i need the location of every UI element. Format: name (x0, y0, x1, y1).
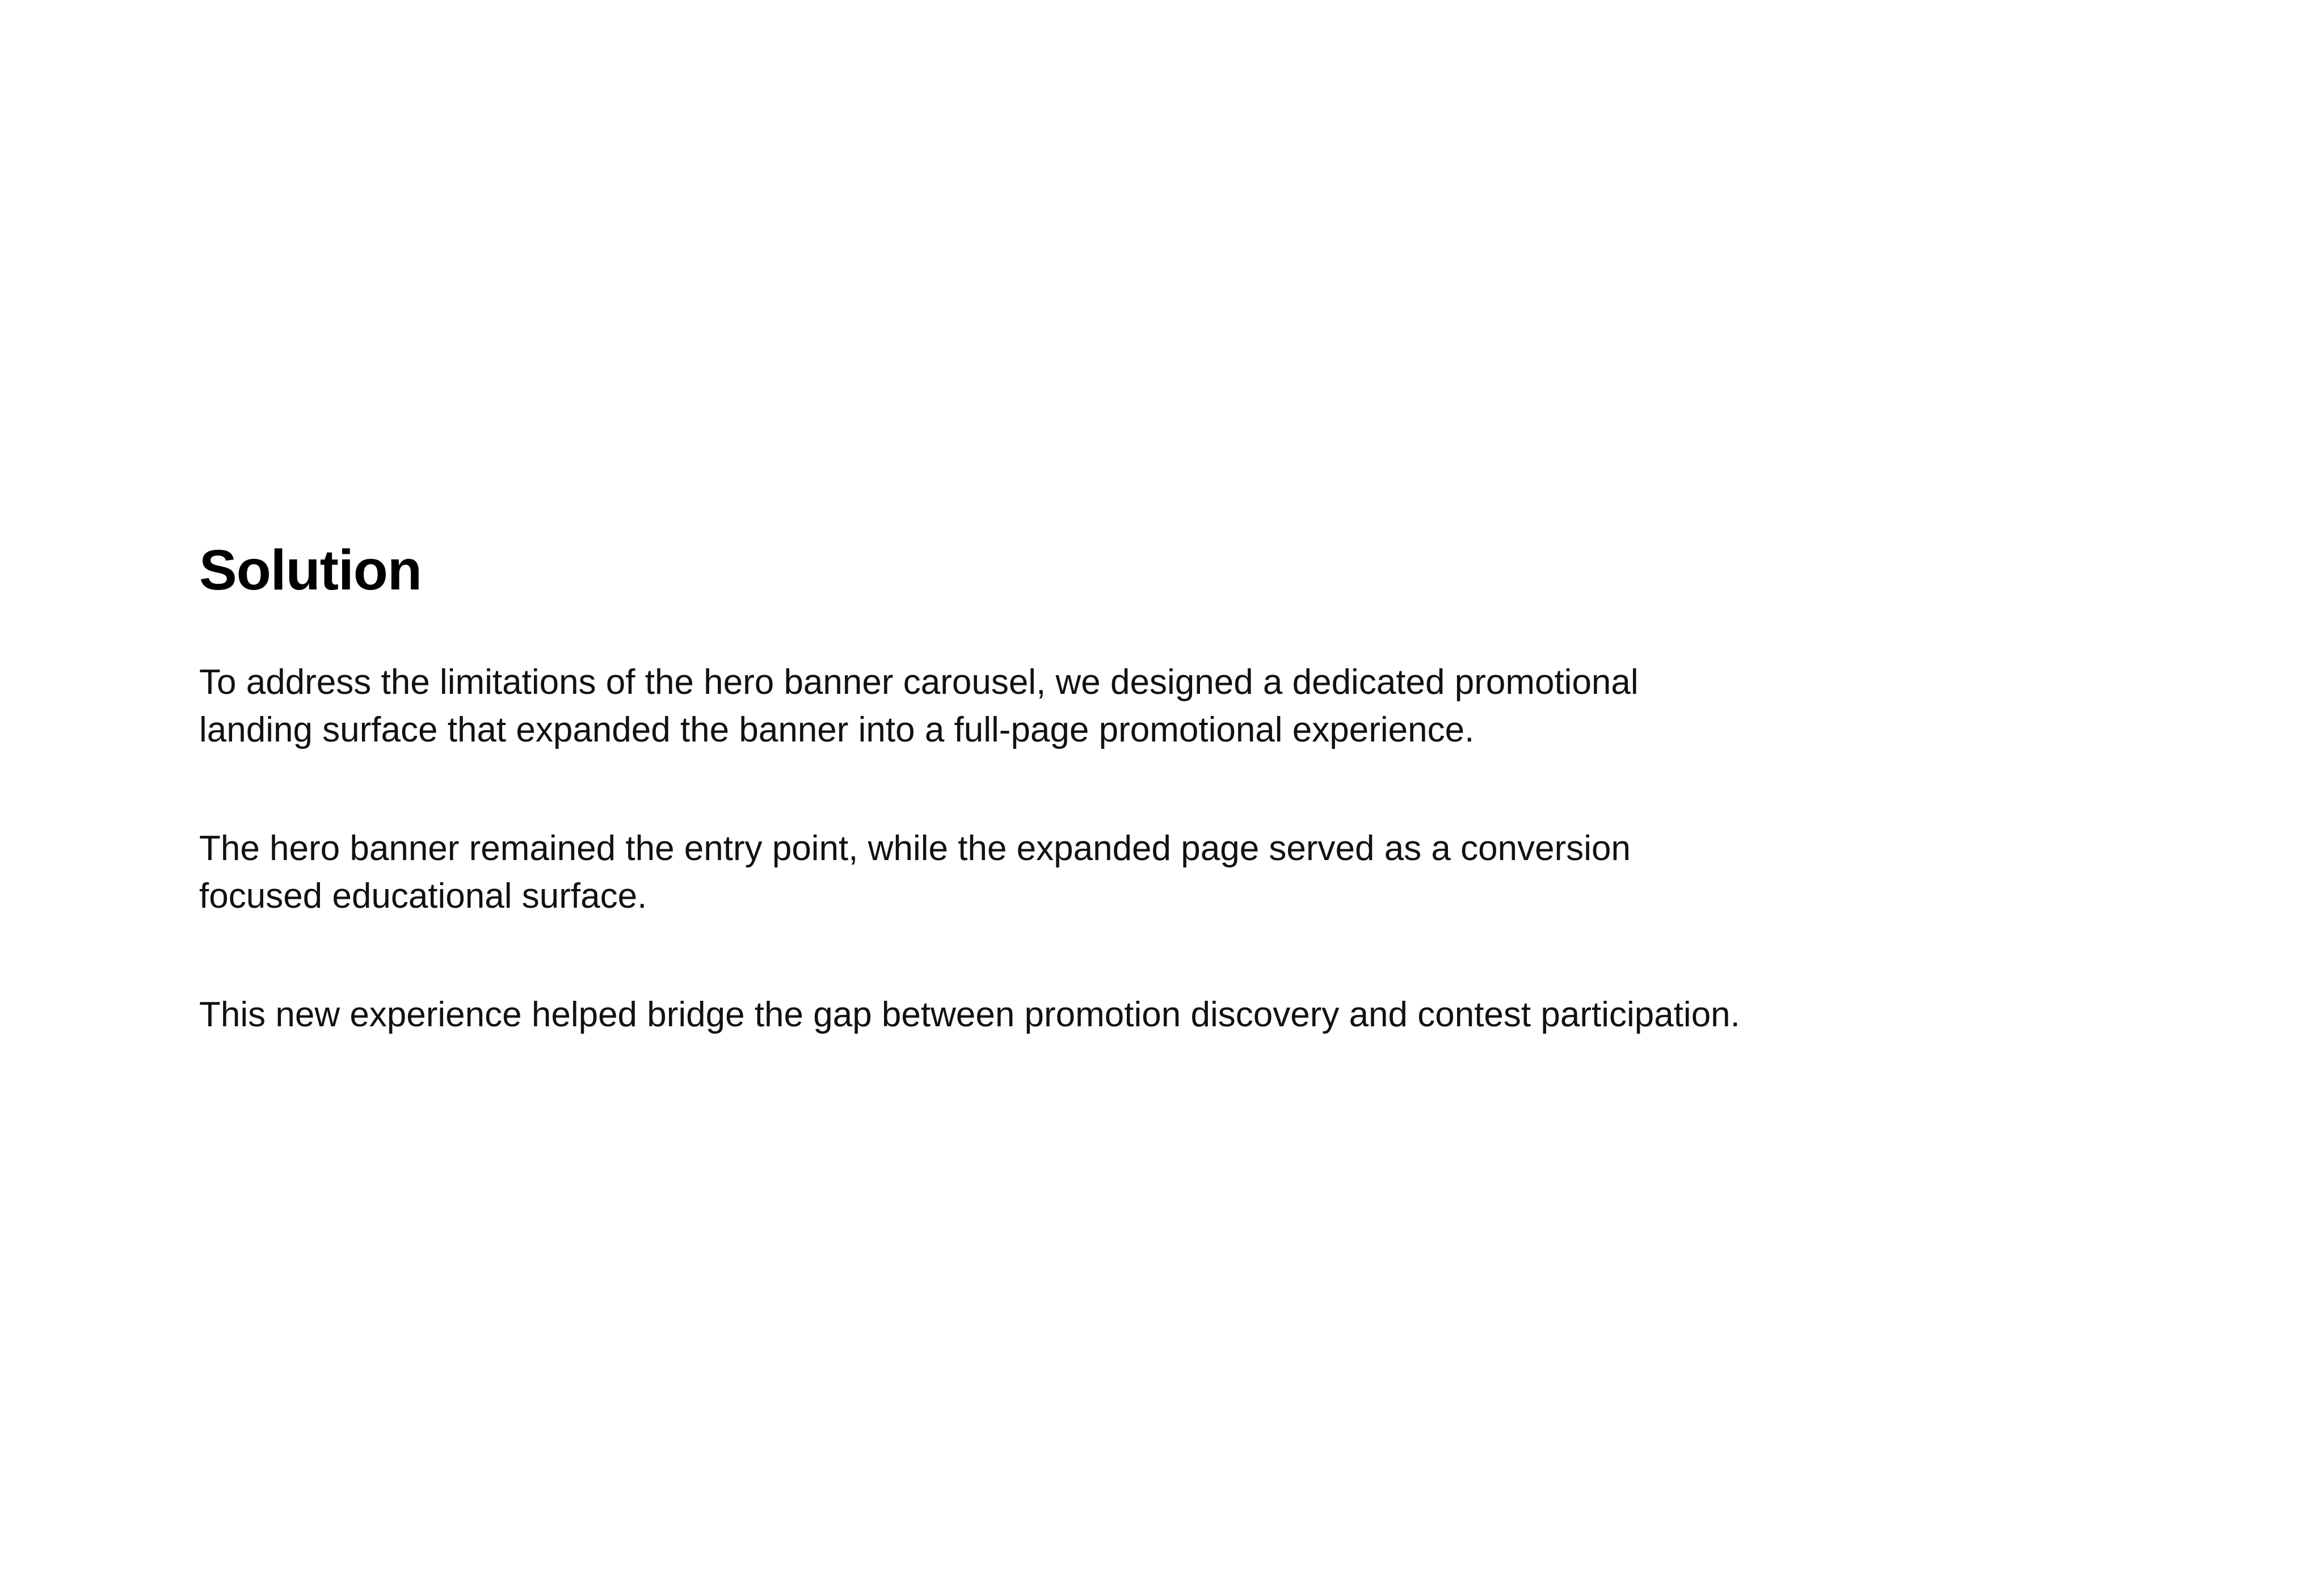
paragraph-limitations: To address the limitations of the hero banner carousel, we designed a dedicated promotional landing surface that expanded the banner into a full-page promotional experience. (199, 663, 1639, 749)
paragraph-bridge-gap: This new experience helped bridge the gap between promotion discovery and contest participation. (199, 995, 1740, 1034)
section-title: Solution (199, 538, 422, 602)
paragraph-entry-point: The hero banner remained the entry point, while the expanded page served as a conversion focused educational surface. (199, 829, 1631, 916)
solution-section (199, 536, 1845, 1039)
